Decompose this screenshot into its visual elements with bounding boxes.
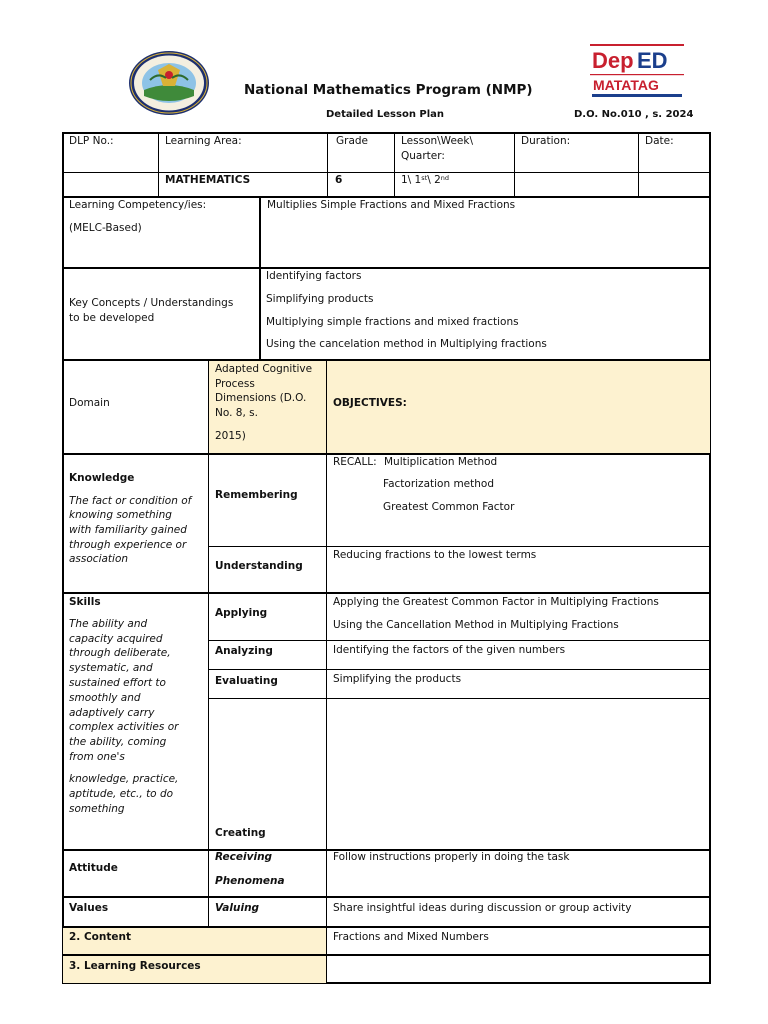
skills-label: Skills [69,596,101,608]
svg-text:Dep: Dep [592,48,634,73]
creating-process: Creating [215,827,266,839]
competency-value: Multiplies Simple Fractions and Mixed Fractions [267,199,516,211]
applying-objective: Applying the Greatest Common Factor in Multiplying Fractions [333,596,659,608]
analyzing-objective: Identifying the factors of the given numbers [333,644,566,656]
understanding-process: Understanding [215,560,303,572]
concept-item: Multiplying simple fractions and mixed fractions [266,316,519,328]
receiving-process-line2: Phenomena [215,875,285,887]
applying-process: Applying [215,607,268,619]
remembering-process: Remembering [215,489,298,501]
knowledge-description: through experience or [69,539,187,551]
division-seal-logo [128,50,210,116]
learning-area-value: MATHEMATICS [165,174,251,186]
attitude-objective: Follow instructions properly in doing the task [333,851,570,863]
dlp-no-label: DLP No.: [69,135,114,147]
skills-description: adaptively carry [69,707,155,719]
recall-item: Multiplication Method [384,456,498,468]
skills-description: through deliberate, [69,647,171,659]
concept-item: Identifying factors [266,270,362,282]
domain-header: Domain [69,397,110,409]
lesson-week-quarter-value: 1\ 1st\ 2nd [401,174,449,186]
skills-description: aptitude, etc., to do [69,788,174,800]
competency-sublabel: (MELC-Based) [69,222,142,234]
adapted-cognitive-header-line5: 2015) [215,430,246,442]
competency-label: Learning Competency/ies: [69,199,207,211]
skills-description: the ability, coming [69,736,167,748]
knowledge-description: association [69,553,129,565]
concept-item: Using the cancelation method in Multiplying fractions [266,338,547,350]
svg-text:ED: ED [637,48,668,73]
quarter-label: Quarter: [401,150,445,162]
grade-label: Grade [336,135,369,147]
skills-description: complex activities or [69,721,179,733]
skills-description: from one's [69,751,125,763]
values-label: Values [69,902,109,914]
concept-item: Simplifying products [266,293,374,305]
adapted-cognitive-header: Adapted Cognitive [215,363,313,375]
content-value: Fractions and Mixed Numbers [333,931,489,943]
grade-value: 6 [335,174,343,186]
deped-matatag-logo [590,44,684,100]
skills-description: smoothly and [69,692,141,704]
evaluating-process: Evaluating [215,675,278,687]
knowledge-description: The fact or condition of [69,495,192,507]
skills-description: something [69,803,125,815]
lesson-week-label: Lesson\Week\ [401,135,473,147]
department-order-reference: D.O. No.010 , s. 2024 [574,109,694,120]
receiving-process: Receiving [215,851,273,863]
svg-text:MATATAG: MATATAG [593,77,659,93]
analyzing-process: Analyzing [215,645,273,657]
learning-area-label: Learning Area: [165,135,242,147]
duration-label: Duration: [521,135,571,147]
date-label: Date: [645,135,674,147]
adapted-cognitive-header-line2: Process [215,378,255,390]
adapted-cognitive-header-line4: No. 8, s. [215,407,258,419]
skills-description: sustained effort to [69,677,166,689]
skills-description: The ability and [69,618,148,630]
objectives-header: OBJECTIVES: [333,397,407,409]
valuing-process: Valuing [215,902,260,914]
knowledge-label: Knowledge [69,472,135,484]
page-subtitle: Detailed Lesson Plan [326,109,445,120]
skills-description: knowledge, practice, [69,773,179,785]
values-objective: Share insightful ideas during discussion or group activity [333,902,632,914]
recall-item: Greatest Common Factor [383,501,515,513]
recall-label: RECALL: [333,456,377,468]
attitude-label: Attitude [69,862,118,874]
applying-objective: Using the Cancellation Method in Multiplying Fractions [333,619,619,631]
page-title: National Mathematics Program (NMP) [244,82,533,98]
knowledge-description: with familiarity gained [69,524,187,536]
knowledge-description: knowing something [69,509,172,521]
recall-item: Factorization method [383,478,495,490]
adapted-cognitive-header-line3: Dimensions (D.O. [215,392,307,404]
key-concepts-label: Key Concepts / Understandings [69,297,234,309]
evaluating-objective: Simplifying the products [333,673,462,685]
learning-resources-label: 3. Learning Resources [69,960,201,972]
content-label: 2. Content [69,931,131,943]
key-concepts-label-line2: to be developed [69,312,155,324]
skills-description: systematic, and [69,662,153,674]
skills-description: capacity acquired [69,633,163,645]
understanding-objective: Reducing fractions to the lowest terms [333,549,537,561]
